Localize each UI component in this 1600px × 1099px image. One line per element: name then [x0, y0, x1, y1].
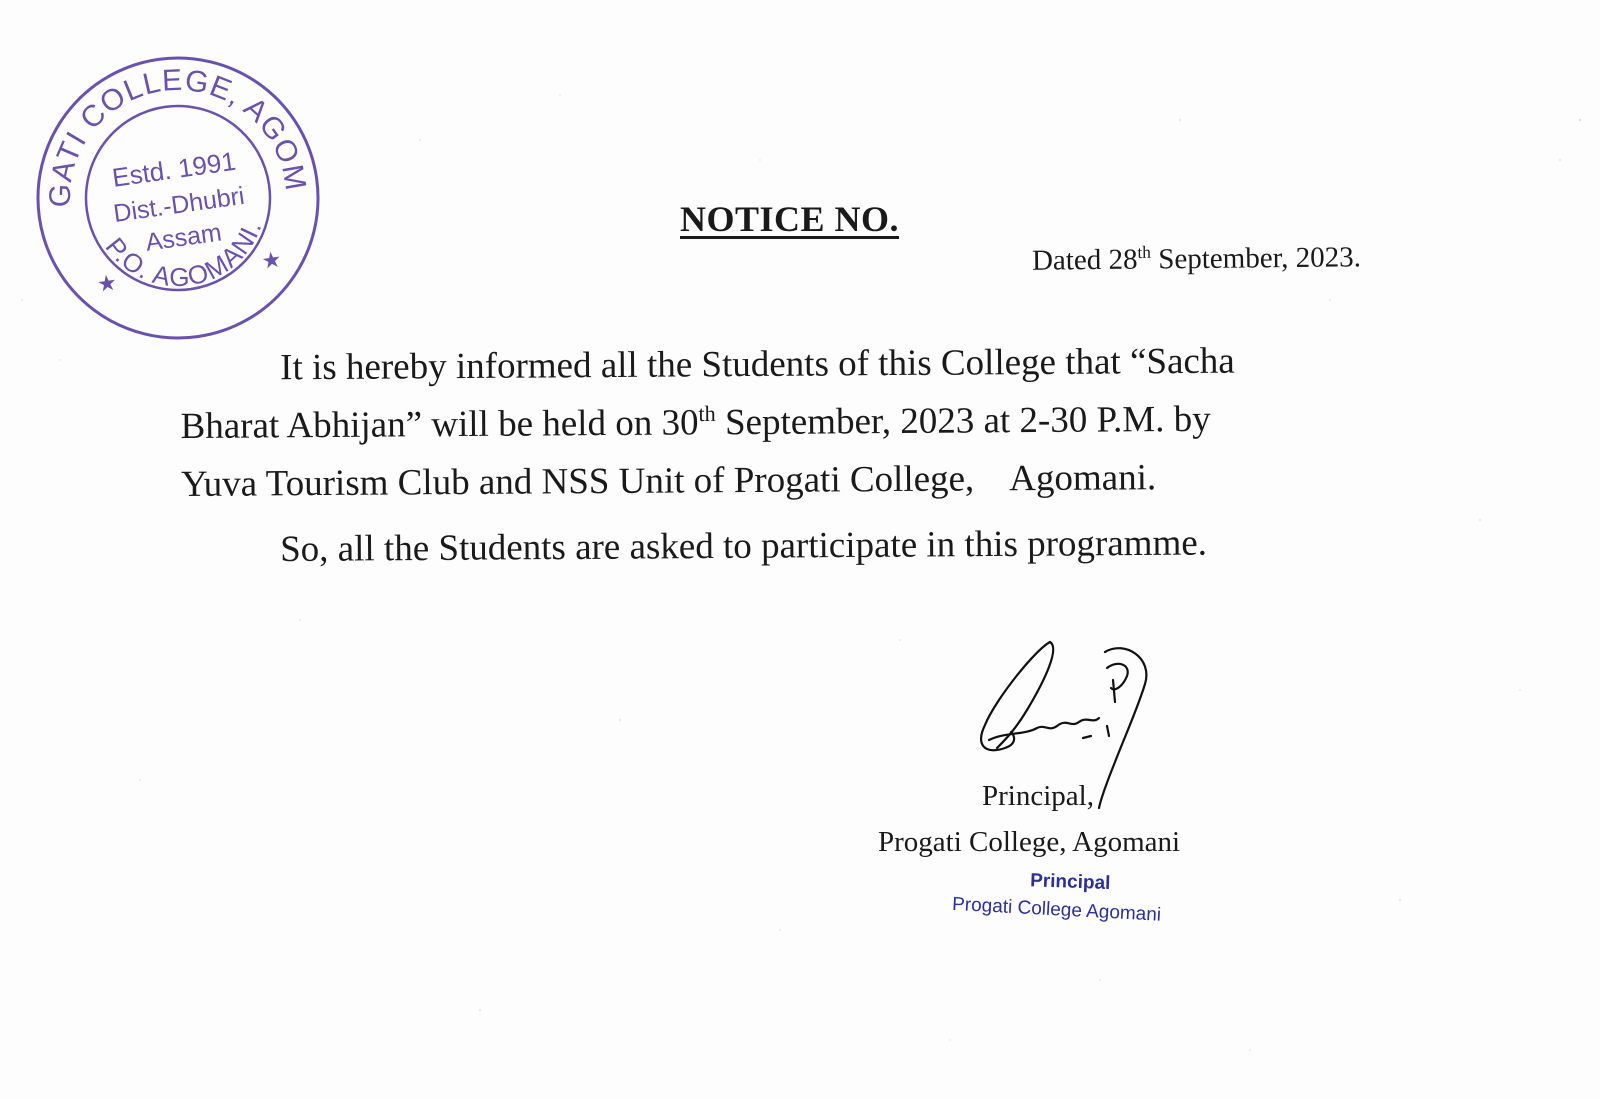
seal-line-2: Progati College Agomani [951, 893, 1162, 926]
notice-title: NOTICE NO. [680, 199, 900, 239]
notice-body-paragraph [180, 331, 1421, 514]
notice-date [1032, 241, 1361, 277]
date-suffix: September, 2023. [1150, 241, 1362, 276]
seal-line-1: Principal [1029, 870, 1111, 895]
date-prefix: Dated 28 [1031, 243, 1138, 277]
stamp-district: Dist.-Dhubri [111, 181, 247, 228]
college-stamp [28, 48, 328, 348]
paragraph-line-2 [180, 389, 1420, 456]
principal-seal-stamp [950, 866, 1210, 926]
stamp-star-left-icon: ★ [95, 270, 119, 298]
paragraph-line-2-b: September, 2023 at 2-30 P.M. by [715, 398, 1211, 444]
stamp-outer-text: PROGATI COLLEGE, AGOMANI [43, 63, 313, 208]
stamp-state: Assam [143, 218, 224, 257]
signatory-title: Principal, [982, 780, 1094, 812]
stamp-estd: Estd. 1991 [110, 145, 238, 193]
stamp-bottom-text: P.O. AGOMANI. [99, 216, 268, 293]
stamp-star-right-icon: ★ [260, 247, 284, 275]
signatory-college: Progati College, Agomani [878, 826, 1181, 858]
paragraph-line-1: It is hereby informed all the Students of this College that “Sacha [280, 340, 1235, 389]
event-date-ordinal: th [698, 400, 716, 427]
paragraph-line-3: Yuva Tourism Club and NSS Unit of Progati College, Agomani. [180, 457, 1157, 505]
paragraph-line-2-a: Bharat Abhijan” will be held on 30 [180, 402, 699, 447]
date-ordinal: th [1137, 241, 1152, 262]
notice-closing-paragraph: So, all the Students are asked to participate in this programme. [280, 522, 1208, 570]
